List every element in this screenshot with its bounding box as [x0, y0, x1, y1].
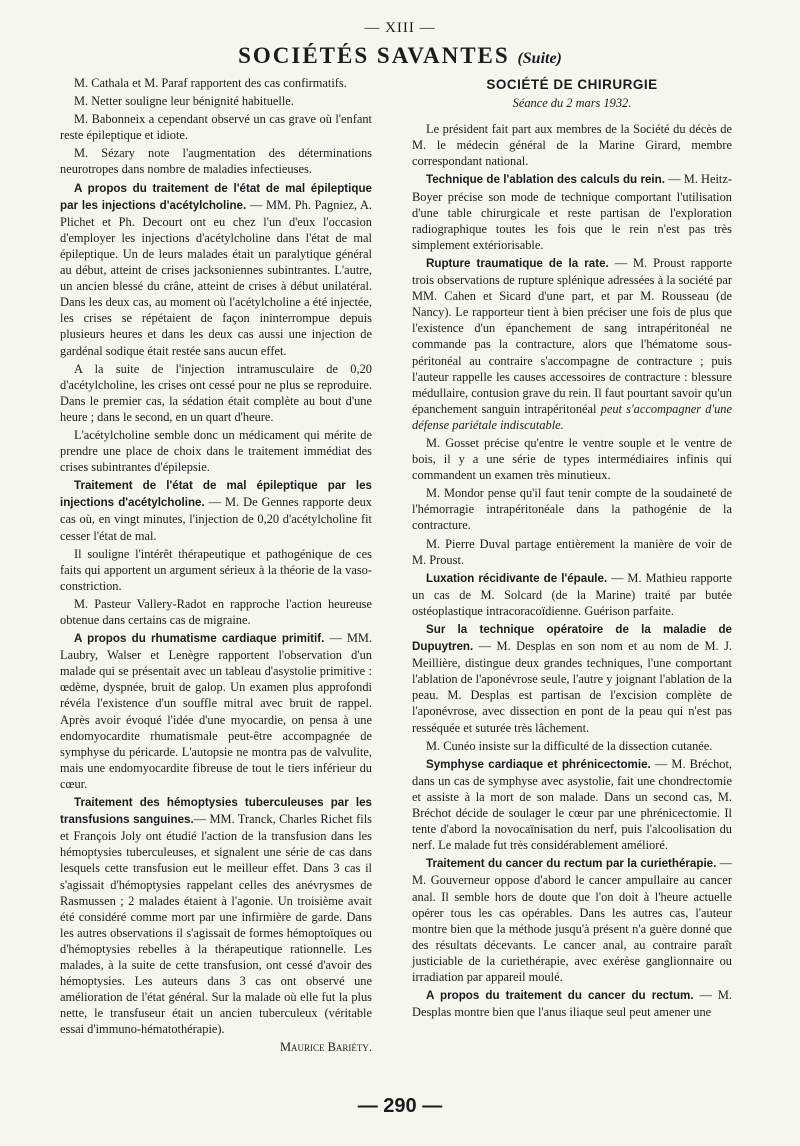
paragraph-heading: A propos du traitement de l'état de mal épileptique par les injections d'acétylcholine. — [60, 181, 372, 212]
paragraph: L'acétylcholine semble donc un médicament qui mérite de prendre une place de choix dans le traitement immédiat des crises subintrantes d'épilepsie. — [60, 427, 372, 475]
paragraph-body: — MM. Laubry, Walser et Lenègre rapportent l'observation d'un malade qui se présentait avec un tableau d'asystolie primitive : œdème, dyspnée, bruit de galop. Un examen plus approfondi révéla l'existence d'un souffle mitral avec bruit de rappel. Après avoir évoqué l'idée d'une myocardie, on pensa à une endomyocardite rhumatismale peut-être accompagnée de symphyse du péricarde. L'autopsie ne montra pas de valvulite, mais une endomyocardite fibreuse de tout le tiers inférieur du cœur. — [60, 631, 372, 791]
paragraph-heading: Traitement du cancer du rectum par la curiethérapie. — [426, 857, 717, 871]
paragraph — [60, 477, 372, 543]
paragraph: M. Cunéo insiste sur la difficulté de la dissection cutanée. — [426, 738, 713, 753]
paragraph-heading: Traitement de l'état de mal épileptique par les injections d'acétylcholine. — [60, 479, 372, 510]
paragraph: M. Cathala et M. Paraf rapportent des cas confirmatifs. — [74, 76, 347, 90]
paragraph-body: — M. De Gennes rapporte deux cas où, en vingt minutes, l'injection de 0,20 d'acétylcholine fit cesser l'état de mal. — [60, 495, 372, 543]
paragraph-body: — M. Desplas en son nom et au nom de M. J. Meillière, distingue deux grandes techniques, l'une comportant l'ablation de l'aponévrose seule, l'autre y joignant l'ablation de la peau. M. Desplas est partisan de l'excision complète de l'aponévrose, avec dissection en pont de la peau qui n'est pas resséquée et suturée très lâchement. — [412, 639, 732, 735]
paragraph: M. Babonneix a cependant observé un cas grave où l'enfant reste épileptique et idiote. — [60, 112, 372, 143]
section-date: Séance du 2 mars 1932. — [512, 96, 632, 111]
paragraph: Le président fait part aux membres de la Société du décès de M. le médecin général de la Marine Girard, membre correspondant national. — [412, 122, 732, 169]
paragraph — [412, 756, 732, 854]
left-column — [60, 75, 372, 1056]
banner-suite: (Suite) — [517, 50, 562, 67]
paragraph-heading: A propos du rhumatisme cardiaque primitif. — [74, 632, 325, 646]
paragraph: Il souligne l'intérêt thérapeutique et pathogénique de ces faits qui apportent un argument sérieux à la théorie de la vaso-constriction. — [60, 546, 372, 593]
section-title: SOCIÉTÉ DE CHIRURGIE — [486, 77, 658, 92]
banner-title: SOCIÉTÉS SAVANTES — [238, 43, 510, 68]
paragraph-italic: peut s'accompagner d'une défense pariétale indiscutable. — [412, 401, 732, 432]
paragraph-body: — M. Gouverneur oppose d'abord le cancer ampullaire au cancer anal. Il semble hors de doute que l'on doit à l'heure actuelle opérer tous les cas opérables. Dans les autres cas, l'auteur montre bien que la méthode jusqu'à présent n'a guère donné que des résultats décevants. Le cancer anal, au contraire paraît justiciable de la curiethérapie, avec exérèse ganglionnaire ou irradiation par appareil moulé. — [412, 856, 732, 984]
page-number: — 290 — — [357, 1095, 443, 1117]
paragraph-body: — MM. Tranck, Charles Richet fils et François Joly ont étudié l'action de la transfusion dans les hémoptysies tuberculeuses, et signalent une série de cas dans lesquels cette transfusion eut le meilleur effet. Dans 3 cas il s'agissait d'hémoptysies rappelant celles des anévrysmes de Rasmussen ; 2 malades étaient à l'agonie. Un troisième avait été considéré comme mort par une infirmière de garde. Dans les autres observations il s'agissait de formes hémoptoïques ou d'hémoptysies rebelles à la thérapeutique rationnelle. Les malades, à la suite de cette transfusion, ont cessé d'avoir des hémoptysies. Les auteurs dans 3 cas ont observé une amélioration de l'état général. Sur la malade où elle fut la plus nette, le transfuseur était un ancien tuberculeux (véritable essai d'immuno-hématothérapie). — [60, 812, 372, 1037]
paragraph — [60, 180, 372, 359]
paragraph — [412, 987, 732, 1020]
paragraph-heading: Sur la technique opératoire de la maladie de Dupuytren. — [412, 623, 732, 654]
paragraph-heading: A propos du traitement du cancer du rectum. — [426, 989, 694, 1003]
paragraph: M. Mondor pense qu'il faut tenir compte de la soudaineté de l'hémorragie intrapéritonéale dans la pathogénie de la contracture. — [412, 486, 732, 533]
paragraph — [60, 794, 372, 1037]
paragraph-body: — M. Proust rapporte trois observations de rupture splénique adressées à la société par MM. Cahen et Sicard d'une part, et par M. Rousseau (de Nancy). Le rapporteur tient à bien préciser une fois de plus que l'existence d'un épanchement de sang intrapéritonéal ne commande pas la contracture, alors que l'hématome sous-péritonéal au contraire s'accompagne de contracture ; puis l'auteur rappelle les causes accessoires de contracture : blessure médullaire, contusion grave du rein. Il faut pourtant savoir qu'un épanchement sanguin intrapéritonéal — [412, 255, 732, 416]
paragraph — [60, 630, 372, 792]
paragraph: M. Sézary note l'augmentation des déterminations neurotropes dans nombre de maladies infectieuses. — [60, 146, 372, 177]
paragraph: M. Pasteur Vallery-Radot en rapproche l'action heureuse obtenue dans certains cas de migraine. — [60, 596, 372, 627]
section-banner — [0, 43, 800, 69]
paragraph: M. Pierre Duval partage entièrement la manière de voir de M. Proust. — [412, 536, 732, 567]
paragraph — [412, 570, 732, 619]
paragraph-heading: Traitement des hémoptysies tuberculeuses par les transfusions sanguines. — [60, 796, 372, 827]
paragraph-body: — M. Bréchot, dans un cas de symphyse avec asystolie, fait une chondrectomie et assiste à la mort de son malade. Dans un second cas, M. Bréchot décide de soulager le cœur par une phrénicectomie. Il tente d'abord la novocaïnisation du nerf, puis l'alcoolisation du nerf. Le malade fut très considérablement amélioré. — [412, 756, 732, 853]
paragraph-heading: Technique de l'ablation des calculs du rein. — [426, 173, 665, 187]
paragraph-heading: Symphyse cardiaque et phrénicectomie. — [426, 757, 651, 771]
paragraph — [412, 855, 732, 985]
paragraph: A la suite de l'injection intramusculaire de 0,20 d'acétylcholine, les crises ont cessé pour ne plus se reproduire. Dans le premier cas, la sédation était complète au bout d'une heure ; dans le second, en un quart d'heure. — [60, 361, 372, 424]
paragraph — [412, 621, 732, 736]
paragraph: M. Gosset précise qu'entre le ventre souple et le ventre de bois, il y a une série de types intermédiaires infinis qui commandent un examen très minutieux. — [412, 435, 732, 483]
paragraph-body: — MM. Ph. Pagniez, A. Plichet et Ph. Decourt ont eu chez l'un d'eux l'occasion d'employer les injections d'acétylcholine dans l'état de mal épileptique. Un de leurs malades était un paralytique général au début, atteint de crises jacksoniennes subintrantes. L'autre, un ancien blessé du crâne, atteint de crises à début unilatéral. Dans les deux cas, au moment où l'acétylcholine a été injectée, les crises se répétaient de façon ininterrompue depuis plusieurs heures et dans les deux cas aussi une injection de gardénal sodique était restée sans aucun effet. — [60, 197, 372, 358]
paragraph-body: — M. Heitz-Boyer précise son mode de technique comportant l'utilisation d'une table chirurgicale et reste partisan de l'exploration radiographique toutes les fois que le rein n'est pas très simplement extériorisable. — [412, 172, 732, 252]
paragraph-heading: Rupture traumatique de la rate. — [426, 256, 609, 270]
paragraph: M. Netter souligne leur bénignité habituelle. — [74, 94, 294, 109]
paragraph — [412, 171, 732, 252]
paragraph-body: — M. Mathieu rapporte un cas de M. Solcard (de la Marine) traité par butée ostéoplastique intracoracoïdienne. Guérison parfaite. — [412, 570, 732, 618]
paragraph — [412, 255, 732, 433]
author-signature: Maurice Bariéty. — [280, 1040, 372, 1055]
right-column — [412, 77, 732, 1022]
page-header-numeral: — XIII — — [364, 20, 436, 36]
paragraph-heading: Luxation récidivante de l'épaule. — [426, 571, 608, 585]
paragraph-body: — M. Desplas montre bien que l'anus iliaque seul peut amener une — [412, 988, 732, 1020]
